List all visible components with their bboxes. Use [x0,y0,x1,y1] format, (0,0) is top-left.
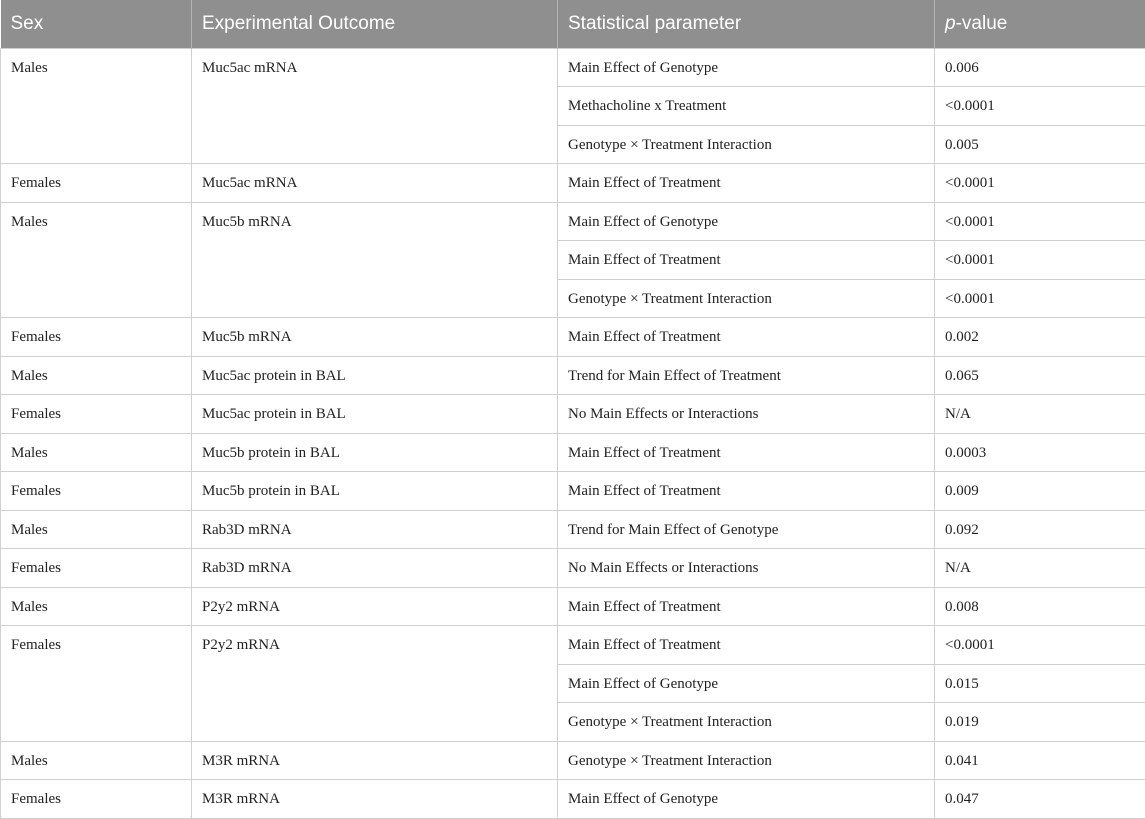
cell-parameter: Main Effect of Treatment [558,587,935,626]
cell-sex: Females [1,780,192,819]
cell-parameter: No Main Effects or Interactions [558,395,935,434]
cell-pvalue: <0.0001 [935,87,1145,126]
table-row [1,549,1145,588]
table-row [1,433,1145,472]
cell-parameter: Main Effect of Treatment [558,241,935,280]
cell-parameter: Main Effect of Treatment [558,433,935,472]
cell-parameter: Trend for Main Effect of Treatment [558,356,935,395]
cell-pvalue: 0.002 [935,318,1145,357]
cell-pvalue: 0.047 [935,780,1145,819]
cell-parameter: Main Effect of Treatment [558,626,935,665]
cell-sex: Females [1,395,192,434]
header-pvalue-italic: p [945,13,956,34]
cell-parameter: Main Effect of Genotype [558,664,935,703]
table-row [1,48,1145,87]
cell-parameter: Main Effect of Genotype [558,202,935,241]
cell-outcome: Muc5b protein in BAL [192,472,558,511]
header-pvalue [935,0,1145,48]
cell-parameter: Genotype × Treatment Interaction [558,741,935,780]
table-row [1,356,1145,395]
table-row [1,472,1145,511]
cell-pvalue: 0.006 [935,48,1145,87]
cell-sex: Males [1,202,192,318]
cell-sex: Females [1,164,192,203]
cell-outcome: Muc5ac mRNA [192,164,558,203]
cell-pvalue: N/A [935,395,1145,434]
table-row [1,202,1145,241]
cell-parameter: Main Effect of Treatment [558,318,935,357]
cell-outcome: P2y2 mRNA [192,626,558,742]
cell-pvalue: N/A [935,549,1145,588]
cell-sex: Males [1,741,192,780]
cell-sex: Females [1,626,192,742]
table-row [1,587,1145,626]
cell-parameter: Genotype × Treatment Interaction [558,125,935,164]
cell-sex: Females [1,549,192,588]
table-row [1,164,1145,203]
table-row [1,626,1145,665]
cell-pvalue: <0.0001 [935,626,1145,665]
cell-outcome: Muc5b mRNA [192,318,558,357]
cell-sex: Females [1,472,192,511]
cell-outcome: Muc5b protein in BAL [192,433,558,472]
cell-parameter: Genotype × Treatment Interaction [558,279,935,318]
cell-parameter: No Main Effects or Interactions [558,549,935,588]
table-row [1,395,1145,434]
cell-sex: Males [1,48,192,164]
cell-pvalue: <0.0001 [935,279,1145,318]
cell-pvalue: <0.0001 [935,202,1145,241]
cell-pvalue: 0.041 [935,741,1145,780]
cell-pvalue: <0.0001 [935,164,1145,203]
cell-pvalue: 0.065 [935,356,1145,395]
header-pvalue-rest: -value [956,13,1008,34]
header-outcome: Experimental Outcome [192,0,558,48]
cell-sex: Males [1,510,192,549]
cell-sex: Males [1,356,192,395]
cell-parameter: Main Effect of Genotype [558,780,935,819]
cell-outcome: Muc5b mRNA [192,202,558,318]
header-row [1,0,1145,48]
cell-pvalue: 0.015 [935,664,1145,703]
cell-pvalue: 0.009 [935,472,1145,511]
cell-parameter: Methacholine x Treatment [558,87,935,126]
header-parameter: Statistical parameter [558,0,935,48]
cell-pvalue: <0.0001 [935,241,1145,280]
cell-parameter: Main Effect of Treatment [558,472,935,511]
cell-sex: Females [1,318,192,357]
table-body [1,48,1145,818]
cell-outcome: P2y2 mRNA [192,587,558,626]
table-row [1,741,1145,780]
cell-pvalue: 0.005 [935,125,1145,164]
header-sex: Sex [1,0,192,48]
table-header [1,0,1145,48]
cell-outcome: Muc5ac mRNA [192,48,558,164]
cell-outcome: Muc5ac protein in BAL [192,356,558,395]
table-row [1,780,1145,819]
cell-parameter: Main Effect of Genotype [558,48,935,87]
cell-parameter: Trend for Main Effect of Genotype [558,510,935,549]
cell-pvalue: 0.0003 [935,433,1145,472]
cell-sex: Males [1,587,192,626]
cell-pvalue: 0.008 [935,587,1145,626]
cell-outcome: Muc5ac protein in BAL [192,395,558,434]
cell-outcome: M3R mRNA [192,780,558,819]
cell-outcome: M3R mRNA [192,741,558,780]
cell-parameter: Genotype × Treatment Interaction [558,703,935,742]
cell-outcome: Rab3D mRNA [192,549,558,588]
cell-parameter: Main Effect of Treatment [558,164,935,203]
cell-pvalue: 0.092 [935,510,1145,549]
table-row [1,510,1145,549]
cell-pvalue: 0.019 [935,703,1145,742]
cell-sex: Males [1,433,192,472]
cell-outcome: Rab3D mRNA [192,510,558,549]
table-row [1,318,1145,357]
